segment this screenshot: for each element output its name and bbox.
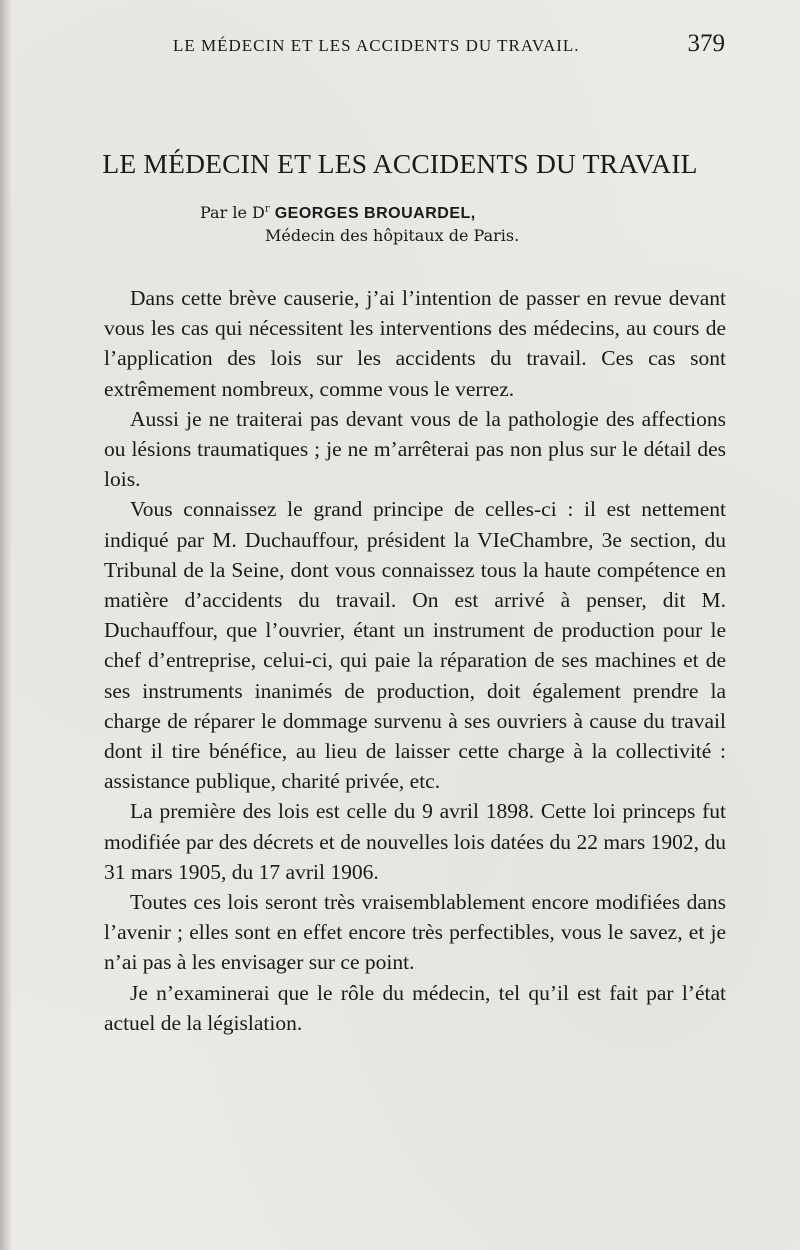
paragraph: Dans cette brève causerie, j’ai l’intention de passer en revue devant vous les cas qui nécessitent les interventions des médecins, au cours de l’application des lois sur les accidents du travail. Ces cas sont extrêmement nombreux, comme vous le verrez. bbox=[104, 286, 726, 401]
running-title: LE MÉDECIN ET LES ACCIDENTS DU TRAVAIL. bbox=[173, 36, 580, 55]
author-name: GEORGES BROUARDEL, bbox=[274, 205, 476, 222]
article-title: LE MÉDECIN ET LES ACCIDENTS DU TRAVAIL bbox=[102, 148, 698, 179]
article-body bbox=[104, 283, 726, 1038]
page-number: 379 bbox=[687, 30, 725, 57]
paragraph: Vous connaissez le grand principe de celles-ci : il est nettement indiqué par M. Duchauffour, président la VIeChambre, 3e section, du Tribunal de la Seine, dont vous connaissez tous la haute compétence en matière d’accidents du travail. On est arrivé à penser, dit M. Duchauffour, que l’ouvrier, étant un instrument de production pour le chef d’entreprise, celui-ci, qui paie la réparation de ses machines et de ses instruments inanimés de production, doit également prendre la charge de réparer le dommage survenu à ses ouvriers à cause du travail dont il tire bénéfice, au lieu de laisser cette charge à la collectivité : assistance publique, charité privée, etc. bbox=[104, 497, 726, 794]
byline-prefix: Par le D bbox=[200, 203, 265, 222]
paragraph: Je n’examinerai que le rôle du médecin, tel qu’il est fait par l’état actuel de la législation. bbox=[104, 980, 726, 1035]
author-affiliation: Médecin des hôpitaux de Paris. bbox=[265, 226, 520, 245]
byline-superscript: r bbox=[264, 203, 270, 215]
paragraph: La première des lois est celle du 9 avril 1898. Cette loi princeps fut modifiée par des décrets et de nouvelles lois datées du 22 mars 1902, du 31 mars 1905, du 17 avril 1906. bbox=[104, 799, 726, 884]
running-header bbox=[155, 30, 725, 60]
page-gutter-shadow bbox=[0, 0, 12, 1250]
byline bbox=[200, 203, 660, 223]
paragraph: Aussi je ne traiterai pas devant vous de la pathologie des affections ou lésions traumatiques ; je ne m’arrêterai pas non plus sur le détail des lois. bbox=[104, 406, 726, 492]
paragraph: Toutes ces lois seront très vraisemblablement encore modifiées dans l’avenir ; elles sont en effet encore très perfectibles, vous le savez, et je n’ai pas à les envisager sur ce point. bbox=[104, 890, 726, 975]
